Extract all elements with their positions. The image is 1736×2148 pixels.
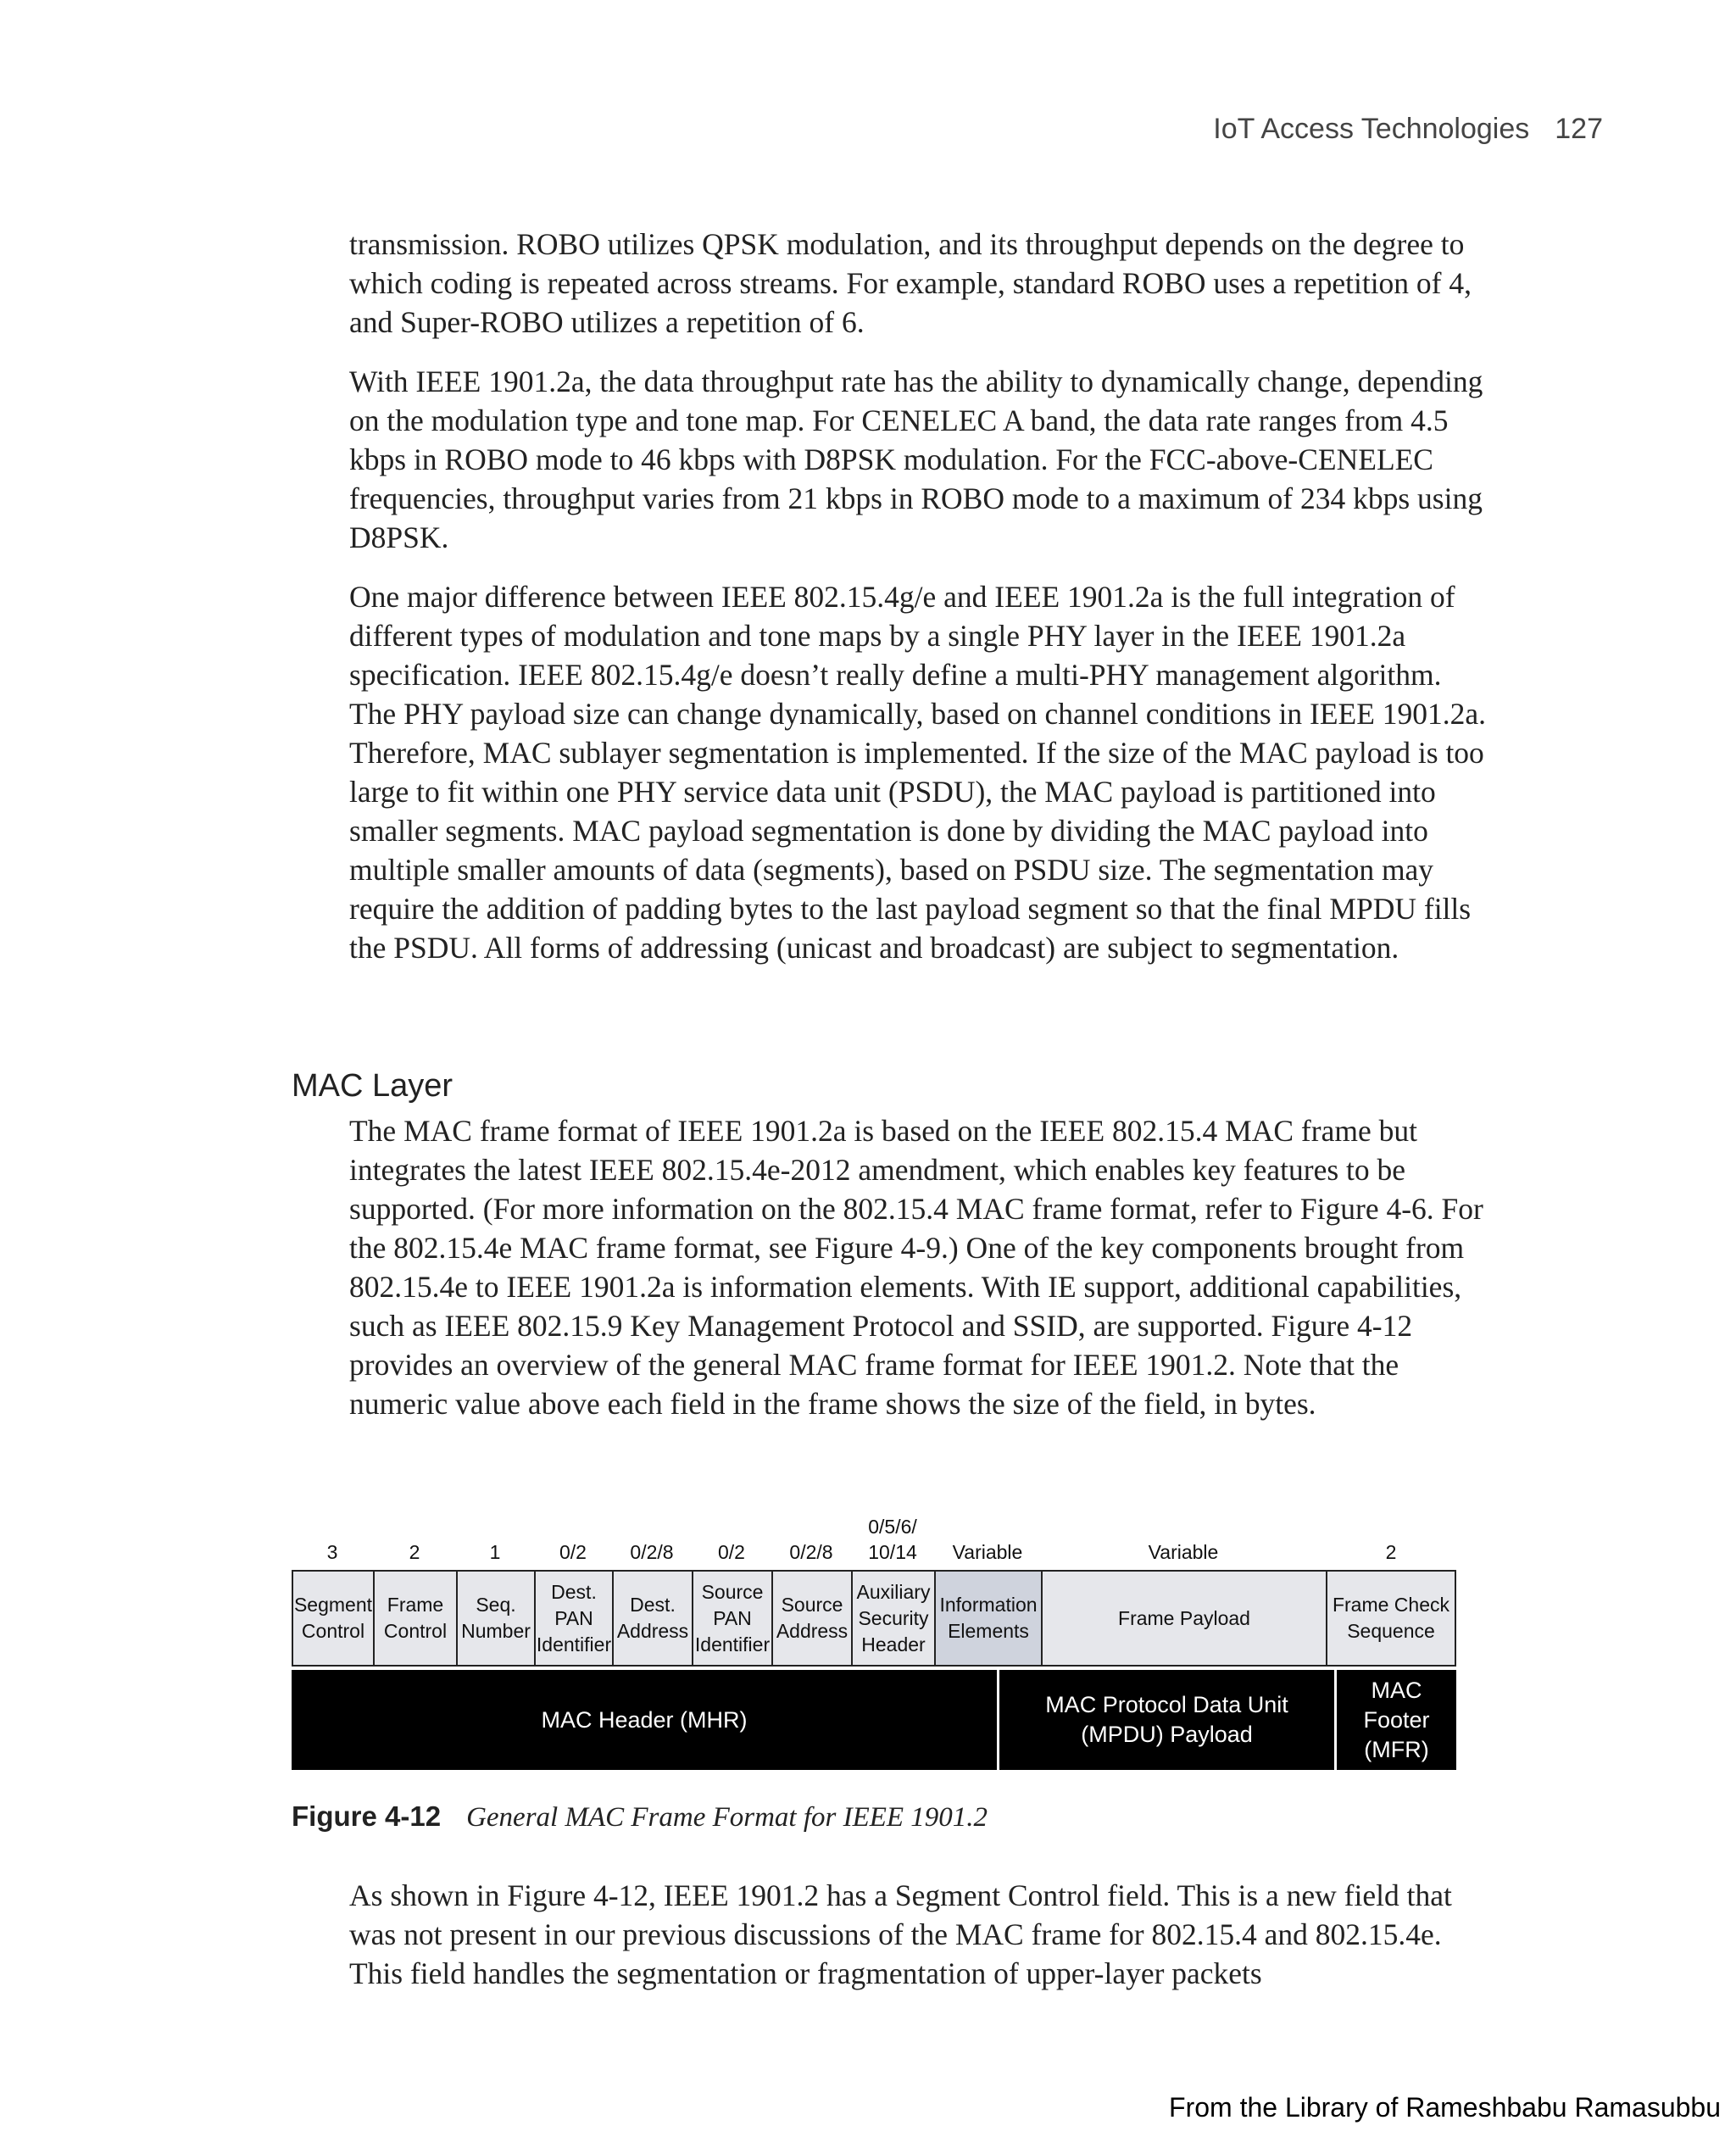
paragraph: transmission. ROBO utilizes QPSK modulation, and its throughput depends on the degree to which coding is repeated across streams. For example, standard ROBO uses a repetition of 4, and Super-ROBO utilizes a repetition of 6. <box>349 227 1472 339</box>
field-frame-payload: Frame Payload <box>1043 1572 1327 1665</box>
field-size-row <box>292 1509 1461 1570</box>
field-size-label: 0/5/6/ 10/14 <box>868 1516 917 1563</box>
field-size-label: 2 <box>409 1541 420 1563</box>
running-header-title: IoT Access Technologies <box>1213 113 1530 145</box>
field-size-label: Variable <box>1148 1541 1219 1563</box>
field-frame-control: Frame Control <box>375 1572 458 1665</box>
field-source-address: Source Address <box>773 1572 853 1665</box>
field-size-label: Variable <box>952 1541 1023 1563</box>
running-header <box>1213 113 1603 146</box>
field-segment-control: Segment Control <box>293 1572 375 1665</box>
paragraph: The MAC frame format of IEEE 1901.2a is based on the IEEE 802.15.4 MAC frame but integrates the latest IEEE 802.15.4e-2012 amendment, which enables key features to be supported. (For more information on the 802.15.4 MAC frame format, refer to Figure 4-6. For the 802.15.4e MAC frame format, see Figure 4-9.) One of the key components brought from 802.15.4e to IEEE 1901.2a is information elements. With IE support, additional capabilities, such as IEEE 802.15.9 Key Management Protocol and SSID, are supported. Figure 4-12 provides an overview of the general MAC frame format for IEEE 1901.2. Note that the numeric value above each field in the frame shows the size of the field, in bytes. <box>349 1114 1483 1421</box>
field-size-label: 2 <box>1385 1541 1397 1563</box>
library-footer: From the Library of Rameshbabu Ramasubbu <box>1169 2092 1721 2123</box>
mac-frame-figure <box>292 1509 1461 1762</box>
mac-header-block: MAC Header (MHR) <box>292 1670 997 1770</box>
field-frame-check-sequence: Frame Check Sequence <box>1332 1594 1450 1642</box>
section-heading: MAC Layer <box>292 1068 453 1104</box>
field-dest-address: Dest. Address <box>614 1572 693 1665</box>
mpdu-payload-block: MAC Protocol Data Unit (MPDU) Payload <box>997 1670 1334 1770</box>
figure-caption-title: General MAC Frame Format for IEEE 1901.2 <box>466 1802 988 1833</box>
frame-sections-row <box>292 1670 1456 1770</box>
mac-footer-block: MAC Footer (MFR) <box>1334 1670 1456 1770</box>
field-source-pan-identifier: Source PAN Identifier <box>693 1572 773 1665</box>
paragraph: One major difference between IEEE 802.15.4g/e and IEEE 1901.2a is the full integration of different types of modulation and tone maps by a single PHY layer in the IEEE 1901.2a specification. IEEE 802.15.4g/e doesn’t really define a multi-PHY management algorithm. The PHY payload size can change dynamically, based on channel conditions in IEEE 1901.2a. Therefore, MAC sublayer segmentation is implemented. If the size of the MAC payload is too large to fit within one PHY service data unit (PSDU), the MAC payload is partitioned into smaller segments. MAC payload segmentation is done by dividing the MAC payload into multiple smaller amounts of data (segments), based on PSDU size. The segmentation may require the addition of padding bytes to the last payload segment so that the final MPDU fills the PSDU. All forms of addressing (unicast and broadcast) are subject to segmentation. <box>349 580 1487 965</box>
frame-fields-row <box>292 1570 1456 1667</box>
field-dest-pan-identifier: Dest. PAN Identifier <box>536 1572 614 1665</box>
figure-caption <box>292 1800 988 1834</box>
field-size-label: 0/2/8 <box>789 1541 833 1563</box>
field-size-label: 3 <box>326 1541 338 1563</box>
field-size-label: 0/2/8 <box>630 1541 674 1563</box>
paragraph: With IEEE 1901.2a, the data throughput rate has the ability to dynamically change, depending on the modulation type and tone map. For CENELEC A band, the data rate ranges from 4.5 kbps in ROBO mode to 46 kbps with D8PSK modulation. For the FCC-above-CENELEC frequencies, throughput varies from 21 kbps in ROBO mode to a maximum of 234 kbps using D8PSK. <box>349 364 1483 554</box>
page-number: 127 <box>1555 113 1603 145</box>
field-seq-number: Seq. Number <box>458 1572 536 1665</box>
field-size-label: 0/2 <box>559 1541 587 1563</box>
field-auxiliary-security-header: Auxiliary Security Header <box>853 1572 936 1665</box>
intro-text <box>349 225 1489 988</box>
paragraph: As shown in Figure 4-12, IEEE 1901.2 has a Segment Control field. This is a new field that was not present in our previous discussions of the MAC frame for 802.15.4 and 802.15.4e. This field handles the segmentation or fragmentation of upper-layer packets <box>349 1878 1452 1990</box>
section-text <box>349 1111 1489 1444</box>
figure-caption-label: Figure 4-12 <box>292 1800 442 1832</box>
field-size-label: 1 <box>489 1541 501 1563</box>
field-size-label: 0/2 <box>718 1541 745 1563</box>
closing-text <box>349 1876 1489 2013</box>
field-information-elements: Information Elements <box>936 1572 1043 1665</box>
